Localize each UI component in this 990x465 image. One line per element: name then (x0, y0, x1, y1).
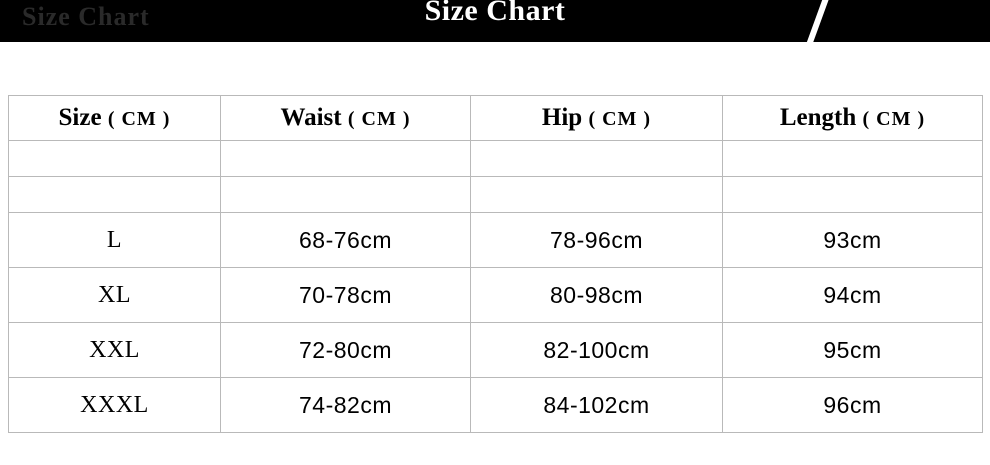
cell-length: 93cm (723, 213, 983, 268)
column-header-waist-unit: ( CM ) (347, 108, 411, 130)
cell-length: 95cm (723, 323, 983, 378)
cell-size: L (9, 213, 221, 268)
empty-cell (471, 177, 723, 213)
banner-ghost-text: Size Chart (22, 2, 150, 31)
table-row (9, 323, 983, 378)
column-header-length-label: Length (779, 104, 857, 131)
table-row (9, 213, 983, 268)
table-row-empty (9, 177, 983, 213)
cell-hip: 82-100cm (471, 323, 723, 378)
empty-cell (221, 177, 471, 213)
column-header-length-unit: ( CM ) (862, 108, 926, 130)
empty-cell (723, 141, 983, 177)
column-header-hip (471, 96, 723, 141)
cell-waist: 74-82cm (221, 378, 471, 433)
header-banner (0, 0, 990, 42)
cell-size: XXXL (9, 378, 221, 433)
size-chart-table (8, 95, 983, 433)
empty-cell (9, 177, 221, 213)
column-header-waist-label: Waist (280, 104, 342, 131)
empty-cell (723, 177, 983, 213)
empty-cell (471, 141, 723, 177)
cell-waist: 70-78cm (221, 268, 471, 323)
cell-length: 96cm (723, 378, 983, 433)
cell-hip: 84-102cm (471, 378, 723, 433)
cell-size: XXL (9, 323, 221, 378)
column-header-size-label: Size (58, 104, 102, 131)
size-table-container (8, 95, 982, 433)
column-header-hip-unit: ( CM ) (588, 108, 652, 130)
empty-cell (221, 141, 471, 177)
column-header-size (9, 96, 221, 141)
empty-cell (9, 141, 221, 177)
column-header-hip-label: Hip (541, 104, 583, 131)
column-header-length (723, 96, 983, 141)
cell-hip: 80-98cm (471, 268, 723, 323)
cell-hip: 78-96cm (471, 213, 723, 268)
page-title: Size Chart (424, 0, 566, 27)
table-row (9, 268, 983, 323)
cell-waist: 68-76cm (221, 213, 471, 268)
table-row-empty (9, 141, 983, 177)
cell-length: 94cm (723, 268, 983, 323)
cell-waist: 72-80cm (221, 323, 471, 378)
column-header-size-unit: ( CM ) (107, 108, 171, 130)
table-row (9, 378, 983, 433)
cell-size: XL (9, 268, 221, 323)
column-header-waist (221, 96, 471, 141)
table-header-row (9, 96, 983, 141)
